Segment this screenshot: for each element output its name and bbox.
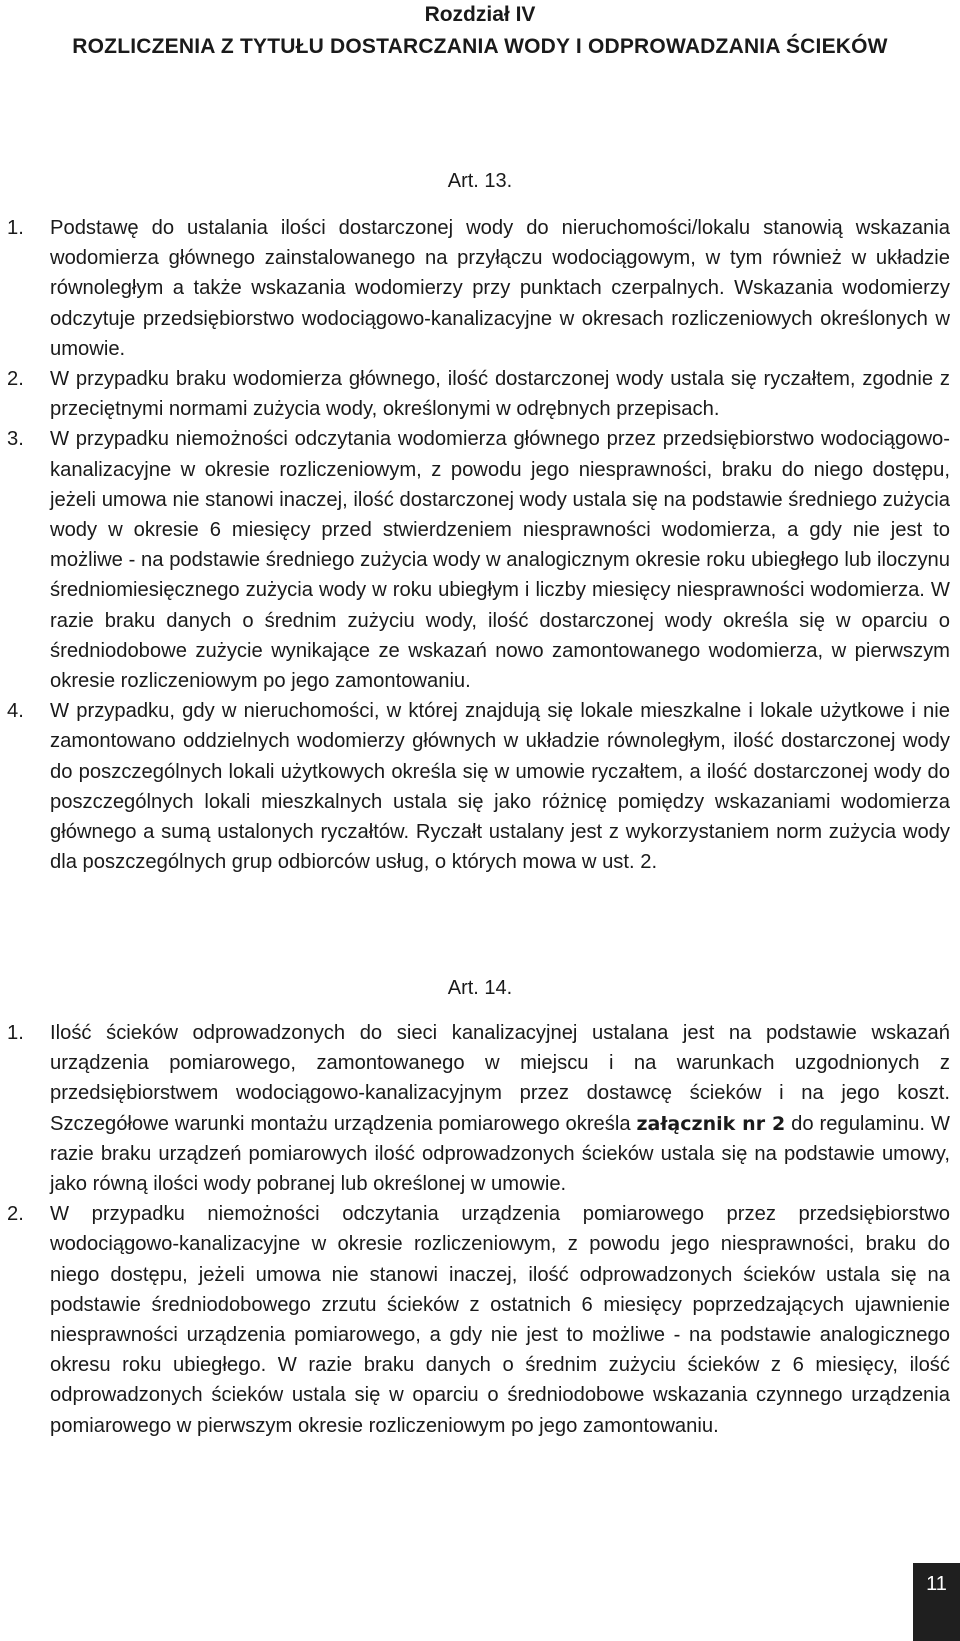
item-number: 2. [7, 368, 24, 391]
article-13-item-3 [0, 424, 960, 696]
item-number: 1. [7, 1022, 24, 1044]
article-13-item-2 [0, 364, 960, 424]
attachment-reference: załącznik nr 2 [636, 1112, 786, 1135]
article-13-item-1 [0, 213, 960, 364]
article-13-list [0, 213, 960, 877]
item-text: W przypadku braku wodomierza głównego, ilość dostarczonej wody ustala się ryczałtem, zgodnie z przeciętnymi normami zużycia wody, określonymi w odrębnych przepisach. [50, 368, 950, 421]
page-number-badge [913, 1563, 960, 1641]
page-number: 11 [926, 1573, 947, 1595]
article-13-item-4 [0, 696, 960, 877]
chapter-label: Rozdział IV [424, 3, 536, 26]
article-13-title: Art. 13. [447, 170, 513, 192]
item-text: W przypadku niemożności odczytania urządzenia pomiarowego przez przedsiębiorstwo wodociągowo-kanalizacyjne w okresie rozliczeniowym, z powodu jego niesprawności, braku do niego dostępu, jeżeli umowa nie stanowi inaczej, ilość odprowadzonych ścieków ustala się na podstawie średniodobowego zrzutu ścieków z ostatnich 6 miesięcy poprzedzających ujawnienie niesprawności urządzenia pomiarowego, a gdy nie jest to możliwe - na podstawie analogicznego okresu roku ubiegłego. W razie braku danych o średnim zużyciu ścieków z 6 miesięcy, ilość odprowadzonych ścieków ustala się w oparciu o średniodobowe wskazania czynnego urządzenia pomiarowego w pierwszym okresie rozliczeniowym po jego zamontowaniu. [50, 1203, 950, 1437]
chapter-title: ROZLICZENIA Z TYTUŁU DOSTARCZANIA WODY I ODPROWADZANIA ŚCIEKÓW [72, 35, 888, 58]
item-text: W przypadku niemożności odczytania wodomierza głównego przez przedsiębiorstwo wodociągowo-kanalizacyjne w okresie rozliczeniowym, z powodu jego niesprawności, braku do niego dostępu, jeżeli umowa nie stanowi inaczej, ilość dostarczonej wody ustala się na podstawie średniego zużycia wody w okresie 6 miesięcy przed stwierdzeniem niesprawności wodomierza, a gdy nie jest to możliwe - na podstawie średniego zużycia wody w analogicznym okresie roku ubiegłego lub iloczynu średniomiesięcznego zużycia wody w roku ubiegłym i liczby miesięcy niesprawności wodomierza. W razie braku danych o średnim zużyciu wody, ilość dostarczonej wody określa się w oparciu o średniodobowe zużycie wynikające ze wskazań nowo zamontowanego wodomierza, w pierwszym okresie rozliczeniowym po jego zamontowaniu. [50, 428, 950, 693]
item-text [50, 1018, 950, 1199]
item-number: 2. [7, 1203, 24, 1226]
item-text: Podstawę do ustalania ilości dostarczonej wody do nieruchomości/lokalu stanowią wskazania wodomierza głównego zainstalowanego na przyłączu wodociągowym, w tym również w układzie równoległym a także wskazania wodomierzy przy punktach czerpalnych. Wskazania wodomierzy odczytuje przedsiębiorstwo wodociągowo-kanalizacyjne w okresach rozliczeniowych określonych w umowie. [50, 217, 950, 360]
item-number: 4. [7, 700, 24, 723]
article-14-list [0, 1018, 960, 1441]
item-text-before: Ilość ścieków odprowadzonych do sieci kanalizacyjnej ustalana jest na podstawie wskazań urządzenia pomiarowego, zamontowanego w miejscu i na warunkach uzgodnionych z przedsiębiorstwem wodociągowo-kanalizacyjnym przez dostawcę ścieków i na jego koszt. Szczegółowe warunki montażu urządzenia pomiarowego określa [50, 1022, 950, 1135]
item-number: 1. [7, 217, 24, 239]
article-14-title: Art. 14. [447, 977, 513, 999]
article-14-item-2 [0, 1199, 960, 1441]
item-number: 3. [7, 428, 24, 451]
item-text: W przypadku, gdy w nieruchomości, w której znajdują się lokale mieszkalne i lokale użytkowe i nie zamontowano oddzielnych wodomierzy głównych w układzie równoległym, ilość dostarczonej wody do poszczególnych lokali użytkowych określa się w umowie ryczałtem, a ilość dostarczonej wody do poszczególnych lokali mieszkalnych ustala się jako różnicę pomiędzy wskazaniami wodomierza głównego a sumą ustalonych ryczałtów. Ryczałt ustalany jest z wykorzystaniem norm zużycia wody dla poszczególnych grup odbiorców usług, o których mowa w ust. 2. [50, 700, 950, 874]
item-text-after: do regulaminu. W razie braku urządzeń pomiarowych ilość odprowadzonych ścieków ustala się na podstawie umowy, jako równą ilości wody pobranej lub określonej w umowie. [50, 1112, 950, 1196]
article-14-item-1 [0, 1018, 960, 1199]
